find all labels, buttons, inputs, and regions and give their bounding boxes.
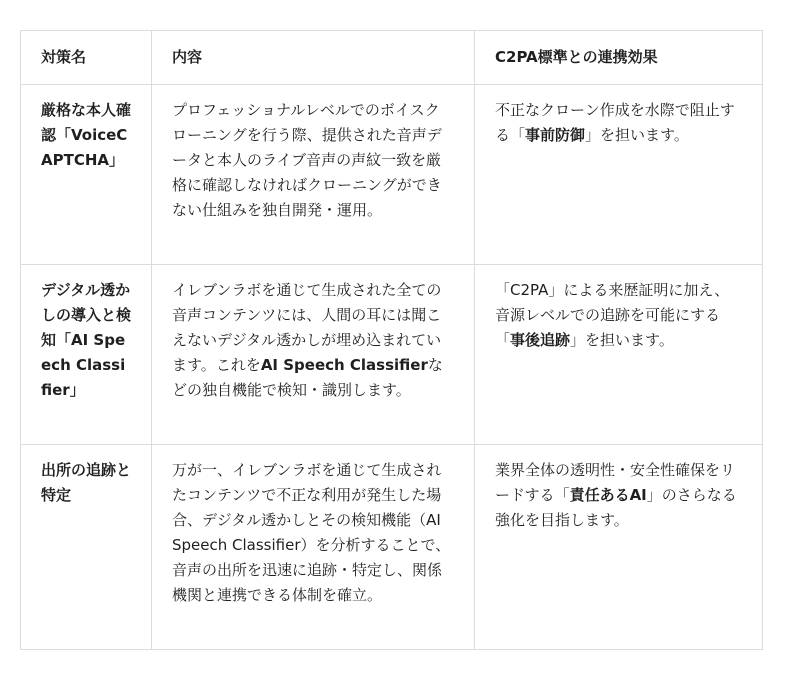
header-measure-name: 対策名 bbox=[21, 31, 152, 85]
effect-text: 不正なクローン作成を水際で阻止する「 bbox=[495, 101, 735, 144]
header-c2pa-effect: C2PA標準との連携効果 bbox=[475, 31, 763, 85]
measures-table bbox=[20, 30, 763, 650]
measure-effect-cell bbox=[475, 85, 763, 265]
measure-content-cell bbox=[152, 265, 475, 445]
content-emphasis: AI Speech Classifier bbox=[260, 356, 428, 374]
content-text: などの独自機能で検知・識別します。 bbox=[172, 356, 443, 399]
measure-content-cell bbox=[152, 85, 475, 265]
measure-effect-cell bbox=[475, 265, 763, 445]
measure-name-cell: 厳格な本人確認「VoiceCAPTCHA」 bbox=[21, 85, 152, 265]
measure-content-cell bbox=[152, 445, 475, 650]
effect-text: 業界全体の透明性・安全性確保をリードする「 bbox=[495, 461, 736, 504]
effect-text: 」を担います。 bbox=[570, 331, 674, 349]
effect-emphasis: 事後追跡 bbox=[510, 331, 571, 349]
effect-text: 」を担います。 bbox=[585, 126, 689, 144]
effect-emphasis: 事前防御 bbox=[525, 126, 586, 144]
measure-name-cell: 出所の追跡と特定 bbox=[21, 445, 152, 650]
header-content: 内容 bbox=[152, 31, 475, 85]
effect-text: 」のさらなる強化を目指します。 bbox=[495, 486, 737, 529]
table-row bbox=[21, 265, 763, 445]
measure-name-cell: デジタル透かしの導入と検知「AI Speech Classifier」 bbox=[21, 265, 152, 445]
content-text: イレブンラボを通じて生成された全ての音声コンテンツには、人間の耳には聞こえないデジタル透かしが埋め込まれています。これを bbox=[172, 281, 442, 374]
effect-emphasis: 責任あるAI bbox=[569, 486, 647, 504]
table-row bbox=[21, 85, 763, 265]
measure-effect-cell bbox=[475, 445, 763, 650]
content-text: プロフェッショナルレベルでのボイスクローニングを行う際、提供された音声データと本人のライブ音声の声紋一致を厳格に確認しなければクローニングができない仕組みを独自開発・運用。 bbox=[172, 101, 442, 219]
effect-text: 「C2PA」による来歴証明に加え、音源レベルでの追跡を可能にする「 bbox=[495, 281, 730, 349]
table-header-row bbox=[21, 31, 763, 85]
content-text: 万が一、イレブンラボを通じて生成されたコンテンツで不正な利用が発生した場合、デジタル透かしとその検知機能（AI Speech Classifier）を分析することで、音声の出所を迅速に追跡・特定し、関係機関と連携できる体制を確立。 bbox=[172, 461, 451, 604]
table-row bbox=[21, 445, 763, 650]
